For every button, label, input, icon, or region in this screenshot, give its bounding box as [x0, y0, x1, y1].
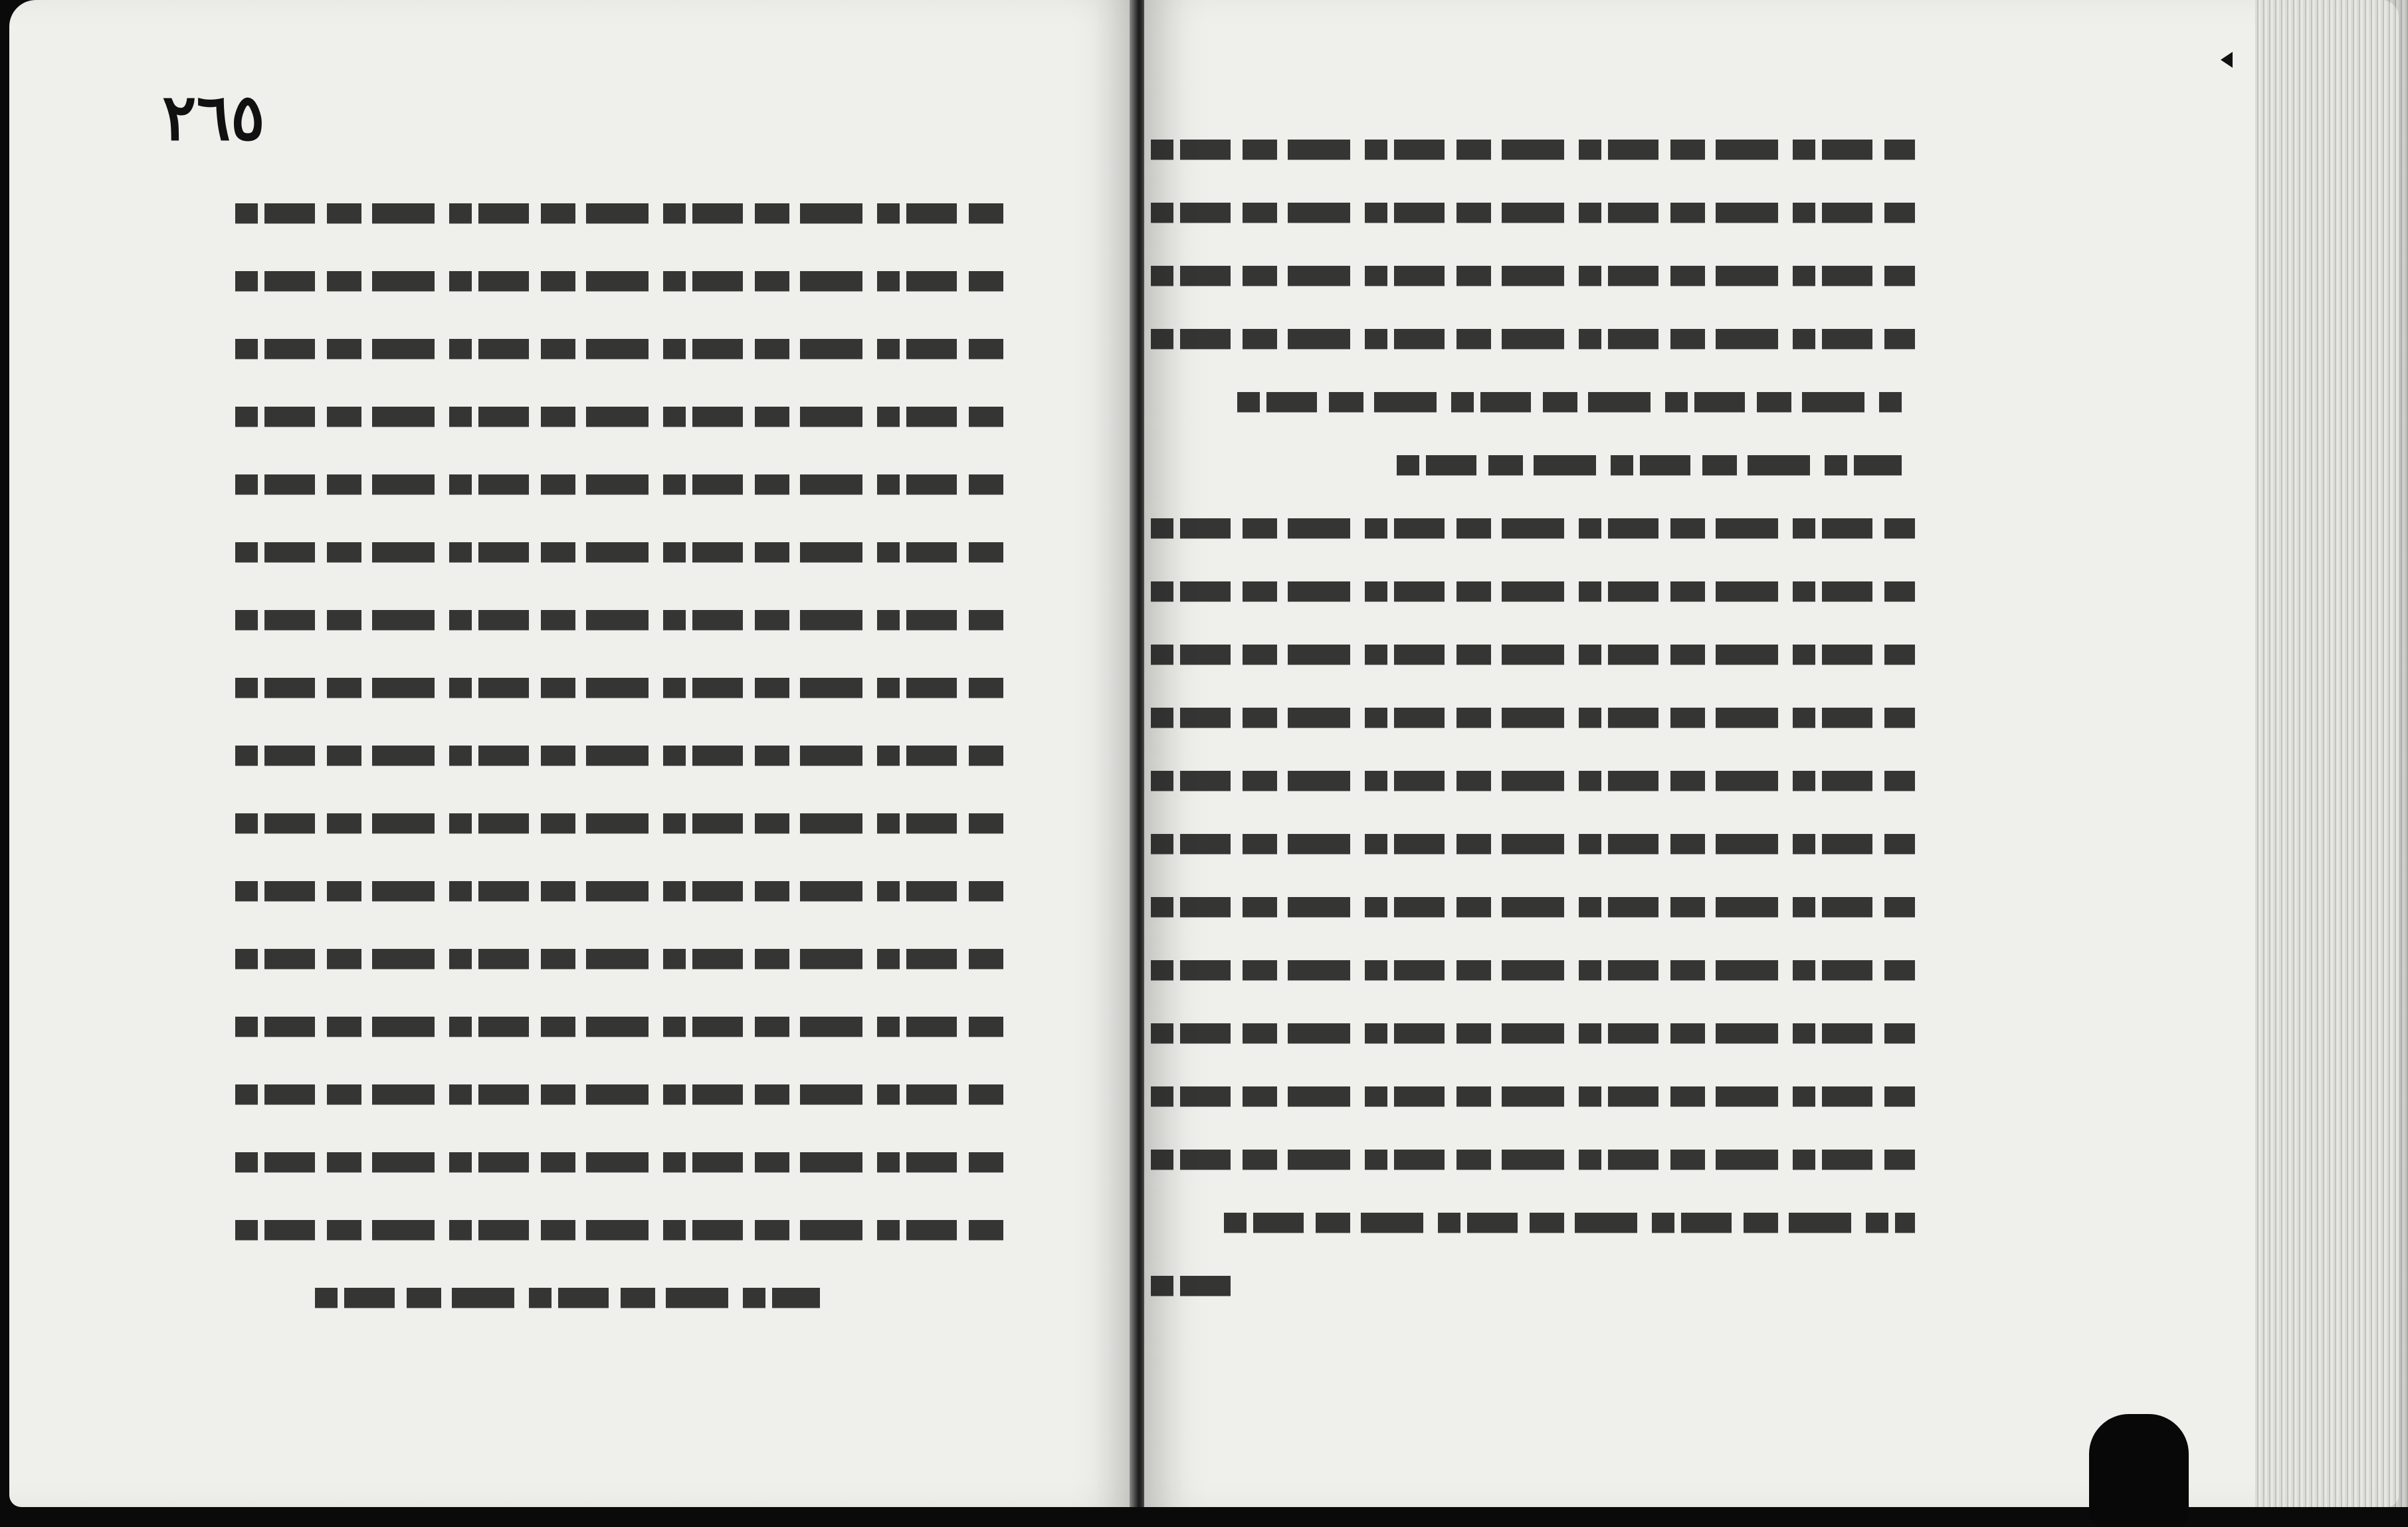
page-edges — [2255, 0, 2408, 1507]
left-page — [9, 0, 1136, 1507]
ink-stroke — [235, 400, 1013, 437]
ink-stroke — [1151, 764, 1915, 801]
ink-stroke — [235, 332, 1013, 369]
handwritten-line — [1151, 764, 1915, 801]
handwritten-line — [235, 1146, 1013, 1183]
handwritten-line — [235, 603, 1013, 641]
handwritten-line — [235, 1078, 1013, 1115]
handwritten-line — [235, 807, 1013, 844]
ink-stroke — [1151, 133, 1915, 170]
handwritten-line — [1151, 890, 1915, 928]
ink-stroke — [315, 1281, 820, 1318]
ink-stroke — [1151, 196, 1915, 233]
handwritten-line — [1151, 1143, 1915, 1180]
handwritten-line — [1151, 575, 1915, 612]
handwritten-line — [1151, 954, 1915, 991]
ink-stroke — [1151, 954, 1915, 991]
thumb-shadow — [2089, 1414, 2189, 1527]
handwritten-line — [1151, 133, 1915, 170]
handwritten-line — [1151, 701, 1915, 738]
ink-stroke — [235, 1078, 1013, 1115]
ink-stroke — [235, 468, 1013, 505]
handwritten-line — [235, 332, 1013, 369]
ink-stroke — [1151, 512, 1915, 549]
handwritten-line — [1224, 1206, 1915, 1243]
ink-stroke — [1151, 1143, 1915, 1180]
handwritten-line — [1237, 385, 1902, 423]
ink-stroke — [235, 197, 1013, 234]
handwritten-line — [235, 468, 1013, 505]
ink-stroke — [235, 671, 1013, 708]
ink-stroke — [1151, 701, 1915, 738]
ink-stroke — [235, 1213, 1013, 1251]
handwritten-line — [235, 942, 1013, 979]
ink-stroke — [1151, 322, 1915, 359]
ink-stroke — [1151, 259, 1915, 296]
handwritten-line — [1151, 512, 1915, 549]
ink-stroke — [1237, 385, 1902, 423]
handwritten-line — [1397, 449, 1902, 486]
handwritten-line — [1151, 1080, 1915, 1117]
ink-stroke — [1151, 890, 1915, 928]
corner-arrow-icon — [2221, 52, 2233, 68]
ink-stroke — [1151, 827, 1915, 865]
handwritten-line — [235, 874, 1013, 912]
handwritten-line — [235, 671, 1013, 708]
handwritten-line — [235, 400, 1013, 437]
handwritten-line — [235, 1213, 1013, 1251]
ink-stroke — [235, 1010, 1013, 1047]
handwritten-line — [315, 1281, 820, 1318]
right-page — [1144, 0, 2399, 1507]
ink-stroke — [235, 264, 1013, 302]
handwritten-line — [235, 739, 1013, 776]
ink-stroke — [235, 739, 1013, 776]
ink-stroke — [235, 536, 1013, 573]
handwritten-line — [1151, 1269, 1231, 1306]
ink-stroke — [1397, 449, 1902, 486]
ink-stroke — [235, 603, 1013, 641]
handwritten-line — [1151, 322, 1915, 359]
handwritten-line — [235, 536, 1013, 573]
handwritten-line — [235, 197, 1013, 234]
ink-stroke — [1151, 1269, 1231, 1306]
handwritten-line — [235, 1010, 1013, 1047]
ink-stroke — [1151, 638, 1915, 675]
ink-stroke — [235, 1146, 1013, 1183]
ink-stroke — [1224, 1206, 1915, 1243]
handwritten-line — [235, 264, 1013, 302]
ink-stroke — [235, 874, 1013, 912]
page-number: ٢٦٥ — [162, 80, 265, 155]
handwritten-line — [1151, 638, 1915, 675]
handwritten-line — [1151, 1017, 1915, 1054]
ink-stroke — [235, 942, 1013, 979]
handwritten-line — [1151, 196, 1915, 233]
ink-stroke — [1151, 575, 1915, 612]
ink-stroke — [1151, 1017, 1915, 1054]
ink-stroke — [235, 807, 1013, 844]
handwritten-line — [1151, 827, 1915, 865]
ink-stroke — [1151, 1080, 1915, 1117]
handwritten-line — [1151, 259, 1915, 296]
